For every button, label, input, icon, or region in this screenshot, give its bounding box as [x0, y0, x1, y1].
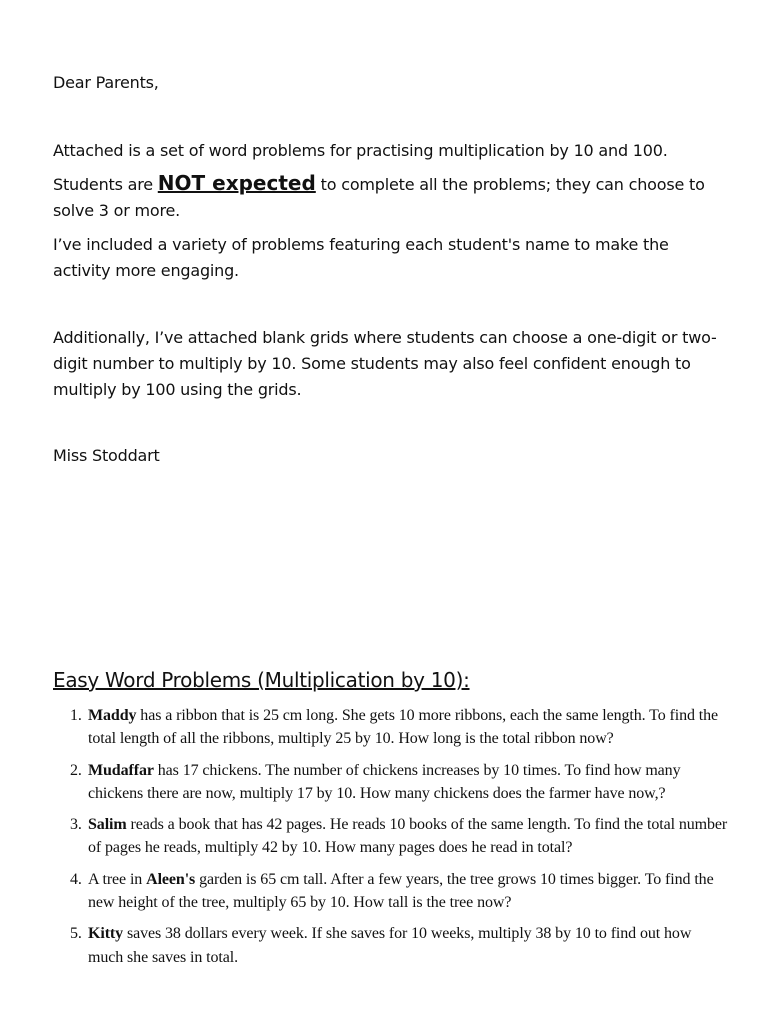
- students-text-before: Students are: [53, 175, 158, 194]
- problem-item: [70, 813, 728, 860]
- problem-item: [70, 704, 728, 751]
- letter-signature: Miss Stoddart: [53, 446, 160, 465]
- problem-number: 4.: [70, 870, 82, 888]
- problem-number: 5.: [70, 925, 82, 943]
- student-name: Kitty: [88, 925, 124, 943]
- problem-text: has a ribbon that is 25 cm long. She gets 10 more ribbons, each the same length. To find the total length of all the ribbons, multiply 25 by 10. How long is the total ribbon now?: [88, 707, 719, 748]
- student-name: Maddy: [88, 707, 137, 724]
- problem-item: [70, 759, 728, 806]
- student-name: Aleen's: [146, 870, 196, 888]
- students-text-after: to complete all the problems; they can choose to solve 3 or more.: [53, 175, 705, 220]
- section-title: Easy Word Problems (Multiplication by 10):: [53, 668, 470, 692]
- letter-intro: Attached is a set of word problems for practising multiplication by 10 and 100.: [53, 141, 668, 160]
- problem-item: [70, 868, 728, 915]
- problem-number: 2.: [70, 761, 82, 779]
- letter-grids-paragraph: Additionally, I’ve attached blank grids where students can choose a one-digit or two-digit number to multiply by 10. Some students may also feel confident enough to multiply by 100 using the grids.: [53, 328, 717, 399]
- problem-number: 1.: [70, 707, 82, 724]
- problem-text: garden is 65 cm tall. After a few years, the tree grows 10 times bigger. To find the new height of the tree, multiply 65 by 10. How tall is the tree now?: [88, 870, 714, 912]
- letter-students-paragraph: [53, 170, 723, 224]
- problem-item: [70, 922, 728, 969]
- problem-text: has 17 chickens. The number of chickens increases by 10 times. To find how many chickens there are now, multiply 17 by 10. How many chickens does the farmer have now,?: [88, 761, 681, 802]
- problem-prefix: A tree in: [88, 870, 147, 888]
- letter-greeting: Dear Parents,: [53, 73, 159, 92]
- student-name: Mudaffar: [88, 761, 154, 779]
- student-name: Salim: [88, 816, 127, 834]
- problem-number: 3.: [70, 816, 82, 834]
- not-expected-emphasis: NOT expected: [157, 171, 316, 195]
- problem-text: saves 38 dollars every week. If she saves for 10 weeks, multiply 38 by 10 to find out how much she saves in total.: [88, 925, 692, 966]
- letter-variety-paragraph: I’ve included a variety of problems featuring each student's name to make the activity more engaging.: [53, 235, 669, 280]
- problem-text: reads a book that has 42 pages. He reads 10 books of the same length. To find the total number of pages he reads, multiply 42 by 10. How many pages does he read in total?: [88, 816, 728, 857]
- parent-letter: [53, 70, 723, 469]
- word-problems-list: [70, 704, 728, 977]
